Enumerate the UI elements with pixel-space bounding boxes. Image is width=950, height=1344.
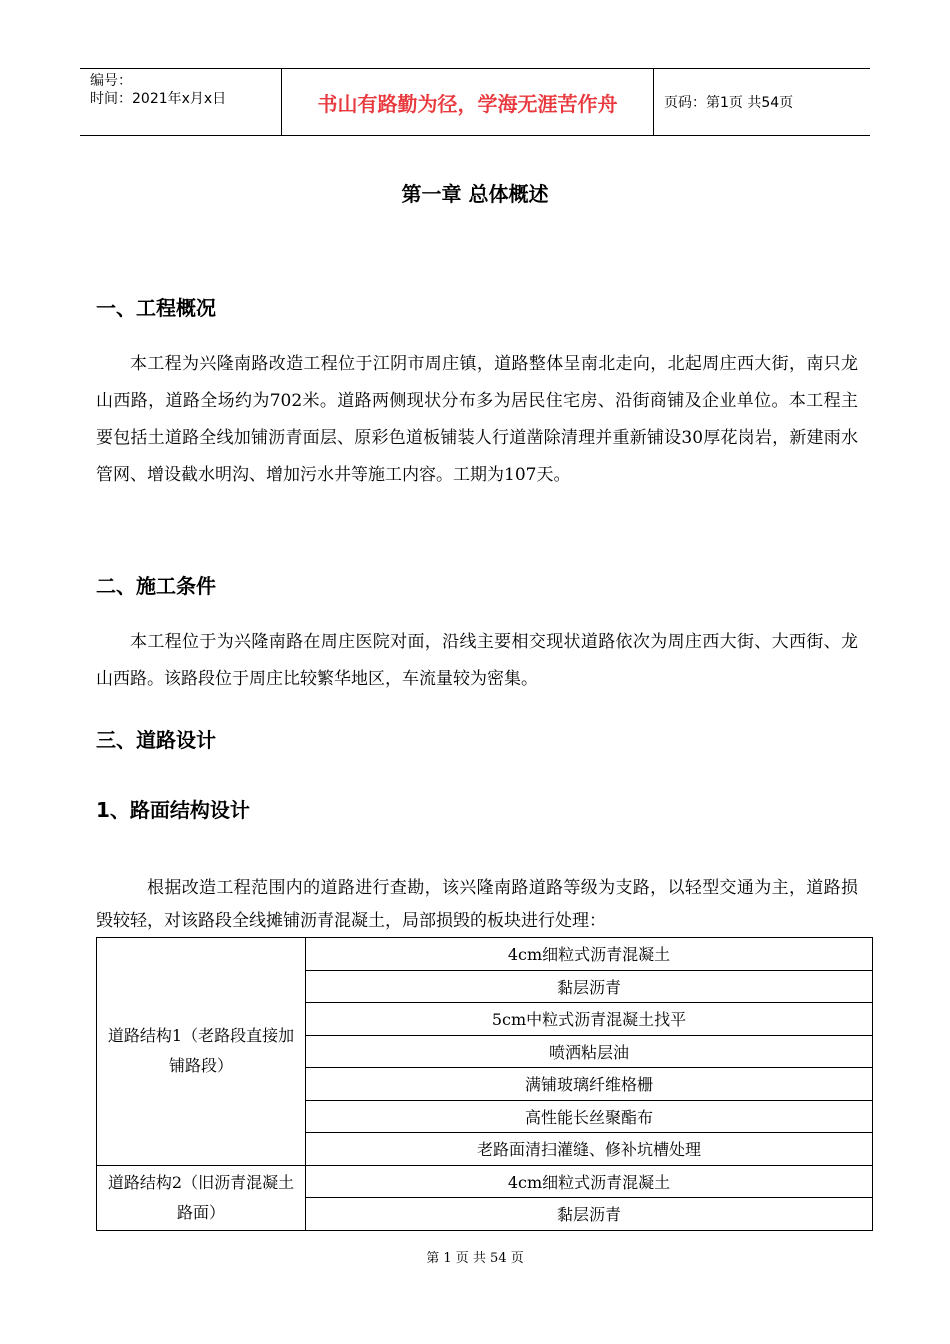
table-row [97, 938, 873, 971]
structure2-layer: 4cm细粒式沥青混凝土 [306, 1165, 873, 1198]
header-meta [80, 69, 282, 135]
structure1-layer: 黏层沥青 [306, 970, 873, 1003]
structure1-label: 道路结构1（老路段直接加铺路段） [97, 938, 306, 1166]
page-header [80, 68, 870, 136]
section-heading-pavement: 1、路面结构设计 [96, 798, 250, 822]
structure2-layer: 黏层沥青 [306, 1198, 873, 1231]
section-text-overview: 本工程为兴隆南路改造工程位于江阴市周庄镇，道路整体呈南北走向，北起周庄西大街，南只龙山西路，道路全场约为702米。道路两侧现状分布多为居民住宅房、沿街商铺及企业单位。本工程主要包括土道路全线加铺沥青面层、原彩色道板铺装人行道凿除清理并重新铺设30厚花岗岩，新建雨水管网、增设截水明沟、增加污水井等施工内容。工期为107天。 [96, 354, 858, 485]
structure1-layer: 高性能长丝聚酯布 [306, 1100, 873, 1133]
chapter-title: 第一章 总体概述 [401, 182, 549, 206]
header-motto: 书山有路勤为径，学海无涯苦作舟 [282, 69, 654, 135]
section-heading-design: 三、道路设计 [96, 728, 216, 752]
structure1-layer: 4cm细粒式沥青混凝土 [306, 938, 873, 971]
structure1-layer: 喷洒粘层油 [306, 1035, 873, 1068]
section-heading-conditions: 二、施工条件 [96, 574, 216, 598]
structure1-layer: 满铺玻璃纤维格栅 [306, 1068, 873, 1101]
header-page-info: 页码：第1页 共54页 [664, 95, 794, 111]
structure1-layer: 5cm中粒式沥青混凝土找平 [306, 1003, 873, 1036]
section-text-conditions: 本工程位于为兴隆南路在周庄医院对面，沿线主要相交现状道路依次为周庄西大街、大西街、龙山西路。该路段位于周庄比较繁华地区，车流量较为密集。 [96, 632, 858, 689]
section-heading-overview: 一、工程概况 [96, 296, 216, 320]
structure2-label: 道路结构2（旧沥青混凝土路面） [97, 1165, 306, 1230]
page-footer: 第 1 页 共 54 页 [426, 1251, 524, 1266]
header-number: 编号： [90, 73, 132, 89]
pavement-structure-table [96, 937, 873, 1231]
structure1-layer: 老路面清扫灌缝、修补坑槽处理 [306, 1133, 873, 1166]
table-row [97, 1165, 873, 1198]
section-text-pavement: 根据改造工程范围内的道路进行查勘，该兴隆南路道路等级为支路，以轻型交通为主，道路损毁较轻，对该路段全线摊铺沥青混凝土，局部损毁的板块进行处理： [96, 878, 858, 931]
header-time: 时间：2021年x月x日 [90, 91, 227, 107]
